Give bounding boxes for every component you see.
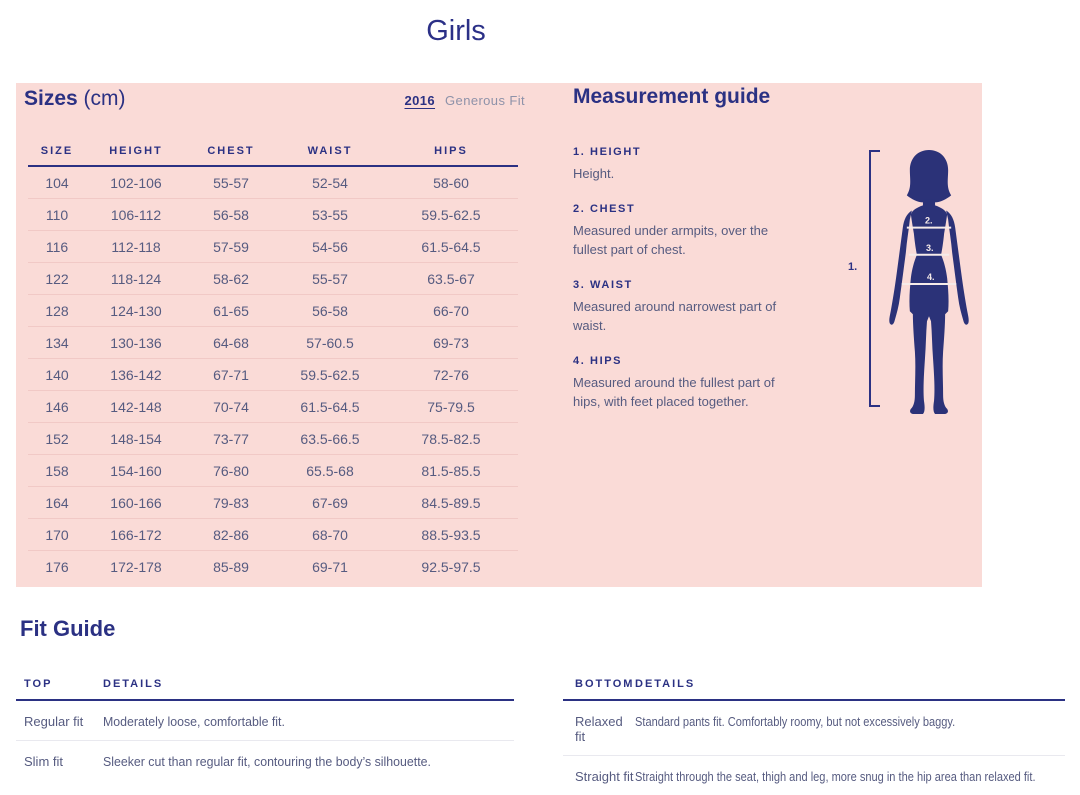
- cell-size: 146: [28, 391, 86, 423]
- fit-detail-cell: [635, 756, 1065, 795]
- cell-size: 152: [28, 423, 86, 455]
- cell-height: 142-148: [86, 391, 186, 423]
- fit-bottom-table-body: [563, 700, 1065, 795]
- measurement-item-label: 1. HEIGHT: [573, 146, 791, 158]
- col-header-bottom: BOTTOM: [563, 678, 635, 700]
- col-header-top: TOP: [16, 678, 103, 700]
- sizes-table-header-row: [28, 143, 518, 166]
- table-row: [16, 741, 514, 781]
- cell-waist: 61.5-64.5: [276, 391, 384, 423]
- cell-size: 140: [28, 359, 86, 391]
- year-fit-selector: [405, 93, 526, 108]
- cell-hips: 84.5-89.5: [384, 487, 518, 519]
- cell-hips: 69-73: [384, 327, 518, 359]
- cell-hips: 58-60: [384, 166, 518, 199]
- list-item: [573, 203, 791, 259]
- cell-waist: 65.5-68: [276, 455, 384, 487]
- figure-chest-label: 2.: [925, 216, 933, 226]
- col-header-details: DETAILS: [103, 678, 514, 700]
- year-2016-link[interactable]: 2016: [405, 93, 436, 108]
- girl-silhouette-figure: [878, 147, 980, 419]
- cell-chest: 76-80: [186, 455, 276, 487]
- table-row: [28, 231, 518, 263]
- table-row: [563, 756, 1065, 795]
- cell-hips: 59.5-62.5: [384, 199, 518, 231]
- cell-height: 160-166: [86, 487, 186, 519]
- table-row: [28, 487, 518, 519]
- fit-detail-cell: [635, 700, 1065, 756]
- sizes-heading-unit: (cm): [84, 87, 126, 110]
- cell-height: 172-178: [86, 551, 186, 583]
- cell-height: 148-154: [86, 423, 186, 455]
- sizes-table: [28, 143, 518, 582]
- sizes-table-body: [28, 166, 518, 582]
- measurement-item-description: Measured around narrowest part of waist.: [573, 297, 791, 335]
- fit-detail-cell: [103, 700, 514, 741]
- cell-waist: 69-71: [276, 551, 384, 583]
- cell-waist: 54-56: [276, 231, 384, 263]
- fit-detail-text: Standard pants fit. Comfortably roomy, but not excessively baggy.: [635, 714, 955, 729]
- cell-hips: 63.5-67: [384, 263, 518, 295]
- cell-height: 102-106: [86, 166, 186, 199]
- cell-height: 166-172: [86, 519, 186, 551]
- measurement-item-label: 2. CHEST: [573, 203, 791, 215]
- cell-chest: 67-71: [186, 359, 276, 391]
- sizes-panel: [16, 83, 982, 587]
- measurement-item-description: Measured around the fullest part of hips, with feet placed together.: [573, 373, 791, 411]
- table-row: [28, 359, 518, 391]
- measurement-item-label: 4. HIPS: [573, 355, 791, 367]
- table-row: [16, 700, 514, 741]
- measurement-guide-list: [573, 146, 791, 431]
- col-header-hips: HIPS: [384, 143, 518, 166]
- cell-chest: 64-68: [186, 327, 276, 359]
- fit-name-cell: Regular fit: [16, 700, 103, 741]
- table-row: [28, 423, 518, 455]
- cell-hips: 78.5-82.5: [384, 423, 518, 455]
- generous-fit-label: Generous Fit: [445, 93, 525, 108]
- fit-bottom-header-row: [563, 678, 1065, 700]
- figure-hips-label: 4.: [927, 272, 935, 282]
- table-row: [28, 263, 518, 295]
- table-row: [28, 199, 518, 231]
- cell-hips: 81.5-85.5: [384, 455, 518, 487]
- measurement-item-description: Measured under armpits, over the fullest part of chest.: [573, 221, 791, 259]
- cell-chest: 79-83: [186, 487, 276, 519]
- cell-height: 124-130: [86, 295, 186, 327]
- cell-size: 158: [28, 455, 86, 487]
- cell-waist: 68-70: [276, 519, 384, 551]
- fit-detail-text: Straight through the seat, thigh and leg, more snug in the hip area than relaxed fit.: [635, 769, 1036, 784]
- cell-hips: 75-79.5: [384, 391, 518, 423]
- cell-chest: 82-86: [186, 519, 276, 551]
- cell-waist: 56-58: [276, 295, 384, 327]
- fit-guide-heading: Fit Guide: [20, 616, 115, 642]
- table-row: [28, 295, 518, 327]
- cell-size: 170: [28, 519, 86, 551]
- sizes-heading: [24, 87, 126, 111]
- cell-size: 110: [28, 199, 86, 231]
- cell-chest: 58-62: [186, 263, 276, 295]
- page-title: Girls: [0, 15, 912, 48]
- fit-detail-text: Sleeker cut than regular fit, contouring the body’s silhouette.: [103, 754, 431, 769]
- cell-waist: 53-55: [276, 199, 384, 231]
- sizes-panel-header: [24, 87, 525, 111]
- cell-size: 128: [28, 295, 86, 327]
- cell-height: 112-118: [86, 231, 186, 263]
- list-item: [573, 146, 791, 183]
- cell-waist: 67-69: [276, 487, 384, 519]
- fit-name-cell: Slim fit: [16, 741, 103, 781]
- col-header-size: SIZE: [28, 143, 86, 166]
- cell-hips: 66-70: [384, 295, 518, 327]
- col-header-height: HEIGHT: [86, 143, 186, 166]
- cell-size: 134: [28, 327, 86, 359]
- cell-hips: 92.5-97.5: [384, 551, 518, 583]
- figure-height-label: 1.: [848, 261, 857, 273]
- cell-size: 164: [28, 487, 86, 519]
- cell-chest: 55-57: [186, 166, 276, 199]
- col-header-chest: CHEST: [186, 143, 276, 166]
- table-row: [28, 551, 518, 583]
- cell-height: 130-136: [86, 327, 186, 359]
- measurement-guide-heading: Measurement guide: [573, 85, 770, 109]
- cell-hips: 61.5-64.5: [384, 231, 518, 263]
- cell-hips: 72-76: [384, 359, 518, 391]
- cell-size: 176: [28, 551, 86, 583]
- cell-height: 136-142: [86, 359, 186, 391]
- list-item: [573, 355, 791, 411]
- table-row: [28, 519, 518, 551]
- cell-size: 122: [28, 263, 86, 295]
- sizes-heading-word: Sizes: [24, 87, 78, 110]
- figure-waist-label: 3.: [926, 243, 934, 253]
- cell-waist: 52-54: [276, 166, 384, 199]
- cell-chest: 73-77: [186, 423, 276, 455]
- measurement-item-description: Height.: [573, 164, 791, 183]
- fit-name-cell: Straight fit: [563, 756, 635, 795]
- list-item: [573, 279, 791, 335]
- fit-detail-cell: [103, 741, 514, 781]
- cell-chest: 56-58: [186, 199, 276, 231]
- fit-detail-text: Moderately loose, comfortable fit.: [103, 714, 285, 729]
- cell-size: 104: [28, 166, 86, 199]
- cell-waist: 57-60.5: [276, 327, 384, 359]
- table-row: [28, 166, 518, 199]
- cell-height: 154-160: [86, 455, 186, 487]
- table-row: [563, 700, 1065, 756]
- cell-hips: 88.5-93.5: [384, 519, 518, 551]
- table-row: [28, 455, 518, 487]
- cell-chest: 57-59: [186, 231, 276, 263]
- cell-chest: 70-74: [186, 391, 276, 423]
- cell-waist: 55-57: [276, 263, 384, 295]
- measurement-item-label: 3. WAIST: [573, 279, 791, 291]
- fit-guide-top-table: [16, 678, 514, 780]
- cell-height: 118-124: [86, 263, 186, 295]
- cell-waist: 59.5-62.5: [276, 359, 384, 391]
- cell-size: 116: [28, 231, 86, 263]
- col-header-waist: WAIST: [276, 143, 384, 166]
- cell-waist: 63.5-66.5: [276, 423, 384, 455]
- cell-chest: 85-89: [186, 551, 276, 583]
- cell-chest: 61-65: [186, 295, 276, 327]
- col-header-details: DETAILS: [635, 678, 1065, 700]
- fit-name-cell: Relaxed fit: [563, 700, 635, 756]
- table-row: [28, 391, 518, 423]
- fit-guide-bottom-table: [563, 678, 1065, 795]
- cell-height: 106-112: [86, 199, 186, 231]
- table-row: [28, 327, 518, 359]
- fit-top-header-row: [16, 678, 514, 700]
- fit-top-table-body: [16, 700, 514, 780]
